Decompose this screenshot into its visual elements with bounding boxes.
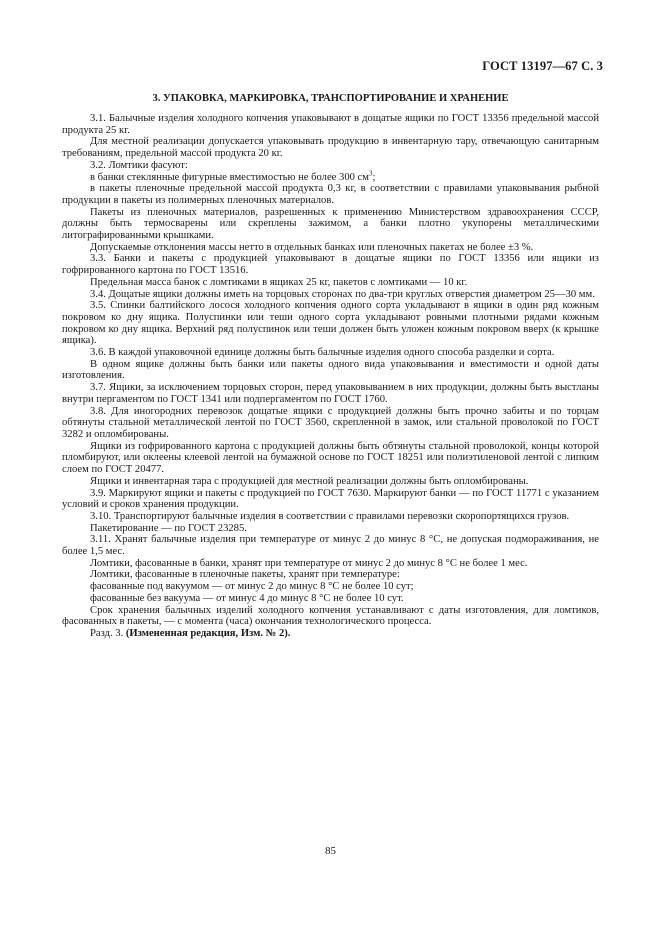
page-number: 85 xyxy=(325,845,336,857)
superscript: 3 xyxy=(368,168,373,177)
paragraph-3-4: 3.4. Дощатые ящики должны иметь на торцовых сторонах по два-три круглых отверстия диаметром 25—30 мм. xyxy=(90,288,595,300)
paragraph-3-6: 3.6. В каждой упаковочной единице должны быть балычные изделия одного способа разделки и сорта. xyxy=(90,347,555,359)
paragraph: Для местной реализации допускается упаковывать продукцию в инвентарную тару, отвечающую санитарным требованиям, предельной массой продукта 20 кг. xyxy=(62,136,599,160)
paragraph: в пакеты пленочные предельной массой продукта 0,3 кг, в соответствии с правилами упаковывания рыбной продукции в пакеты из полимерных пленочных материалов. xyxy=(62,183,599,206)
paragraph: Предельная масса банок с ломтиками в ящиках 25 кг, пакетов с ломтиками — 10 кг. xyxy=(90,276,468,288)
paragraph: Пакеты из пленочных материалов, разрешенных к применению Министерством здравоохранения СССР, должны быть термосварены или скреплены зажимом, а банки плотно укупорены металлическими литографированными крышками. xyxy=(62,206,599,242)
paragraph: фасованные под вакуумом — от минус 2 до минус 8 °С не более 10 сут; xyxy=(90,581,414,593)
amendment-bold: (Измененная редакция, Изм. № 2). xyxy=(125,627,291,639)
paragraph: Ящики и инвентарная тара с продукцией для местной реализации должны быть опломбированы. xyxy=(90,475,529,487)
paragraph-jars xyxy=(62,168,599,184)
paragraph: В одном ящике должны быть банки или пакеты одного вида упаковывания и вместимости и одной даты изготовления. xyxy=(62,358,599,382)
paragraph: фасованные без вакуума — от минус 4 до минус 8 °С не более 10 сут. xyxy=(90,592,404,604)
document-header: ГОСТ 13197—67 С. 3 xyxy=(482,59,603,73)
paragraph-3-8: 3.8. Для иногородних перевозок дощатые ящики с продукцией должны быть прочно забиты и по торцам обтянуты стальной металлической лентой по ГОСТ 3560, скрепленной в замок, или стальной проволокой по ГОСТ 3282 и опломбированы. xyxy=(62,405,599,440)
paragraph-3-11: 3.11. Хранят балычные изделия при температуре от минус 2 до минус 8 °С, не допуская подмораживания, не более 1,5 мес. xyxy=(62,534,599,558)
paragraph-3-3: 3.3. Банки и пакеты с продукцией упаковывают в дощатые ящики по ГОСТ 13356 или ящики из гофрированного картона по ГОСТ 13516. xyxy=(62,253,599,277)
paragraph-3-5: 3.5. Спинки балтийского лосося холодного копчения одного сорта укладывают в ящики в один ряд кожным покровом ко дну ящика. Полуспинки или теши одного сорта укладывают ровными плотными рядами кожным покровом ко дну ящика. Верхний ряд полуспинок или теши должен быть уложен кожным покровом вверх (к крышке ящика). xyxy=(62,300,599,347)
paragraph: Допускаемые отклонения массы нетто в отдельных банках или пленочных пакетах не более ±3 %. xyxy=(90,241,534,253)
paragraph: Ящики из гофрированного картона с продукцией должны быть обтянуты стальной проволокой, концы которой пломбируют, или оклеены клеевой лентой на бумажной основе по ГОСТ 18251 или полиэтиленовой лентой с липким слоем по ГОСТ 20477. xyxy=(62,440,599,476)
paragraph: Ломтики, фасованные в пленочные пакеты, хранят при температуре: xyxy=(90,569,400,581)
document-body xyxy=(62,113,599,640)
paragraph: Ломтики, фасованные в банки, хранят при температуре от минус 2 до минус 8 °С не более 1 мес. xyxy=(90,557,528,569)
paragraph: Срок хранения балычных изделий холодного копчения устанавливают с даты изготовления, для ломтиков, фасованных в пакеты, — с момента (часа) окончания технологического процесса. xyxy=(62,604,599,628)
amendment-note xyxy=(62,628,599,640)
paragraph-3-7: 3.7. Ящики, за исключением торцовых сторон, перед упаковыванием в них продукции, должны быть выстланы внутри пергаментом по ГОСТ 1341 или подпергаментом по ГОСТ 1760. xyxy=(62,382,599,405)
paragraph-3-1: 3.1. Балычные изделия холодного копчения упаковывают в дощатые ящики по ГОСТ 13356 предельной массой продукта 25 кг. xyxy=(62,113,599,136)
jars-text: в банки стеклянные фигурные вместимостью не более 300 см xyxy=(90,171,369,183)
jars-suffix: ; xyxy=(372,171,376,183)
paragraph-3-10: 3.10. Транспортируют балычные изделия в соответствии с правилами перевозки скоропортящихся грузов. xyxy=(90,510,570,522)
paragraph-3-2: 3.2. Ломтики фасуют: xyxy=(90,159,188,171)
paragraph-3-9: 3.9. Маркируют ящики и пакеты с продукцией по ГОСТ 7630. Маркируют банки — по ГОСТ 11771 с указанием условий и сроков хранения продукции. xyxy=(62,487,599,511)
amendment-prefix: Разд. 3. xyxy=(90,627,124,639)
paragraph: Пакетирование — по ГОСТ 23285. xyxy=(90,522,247,534)
section-title: 3. УПАКОВКА, МАРКИРОВКА, ТРАНСПОРТИРОВАНИЕ И ХРАНЕНИЕ xyxy=(152,93,509,104)
